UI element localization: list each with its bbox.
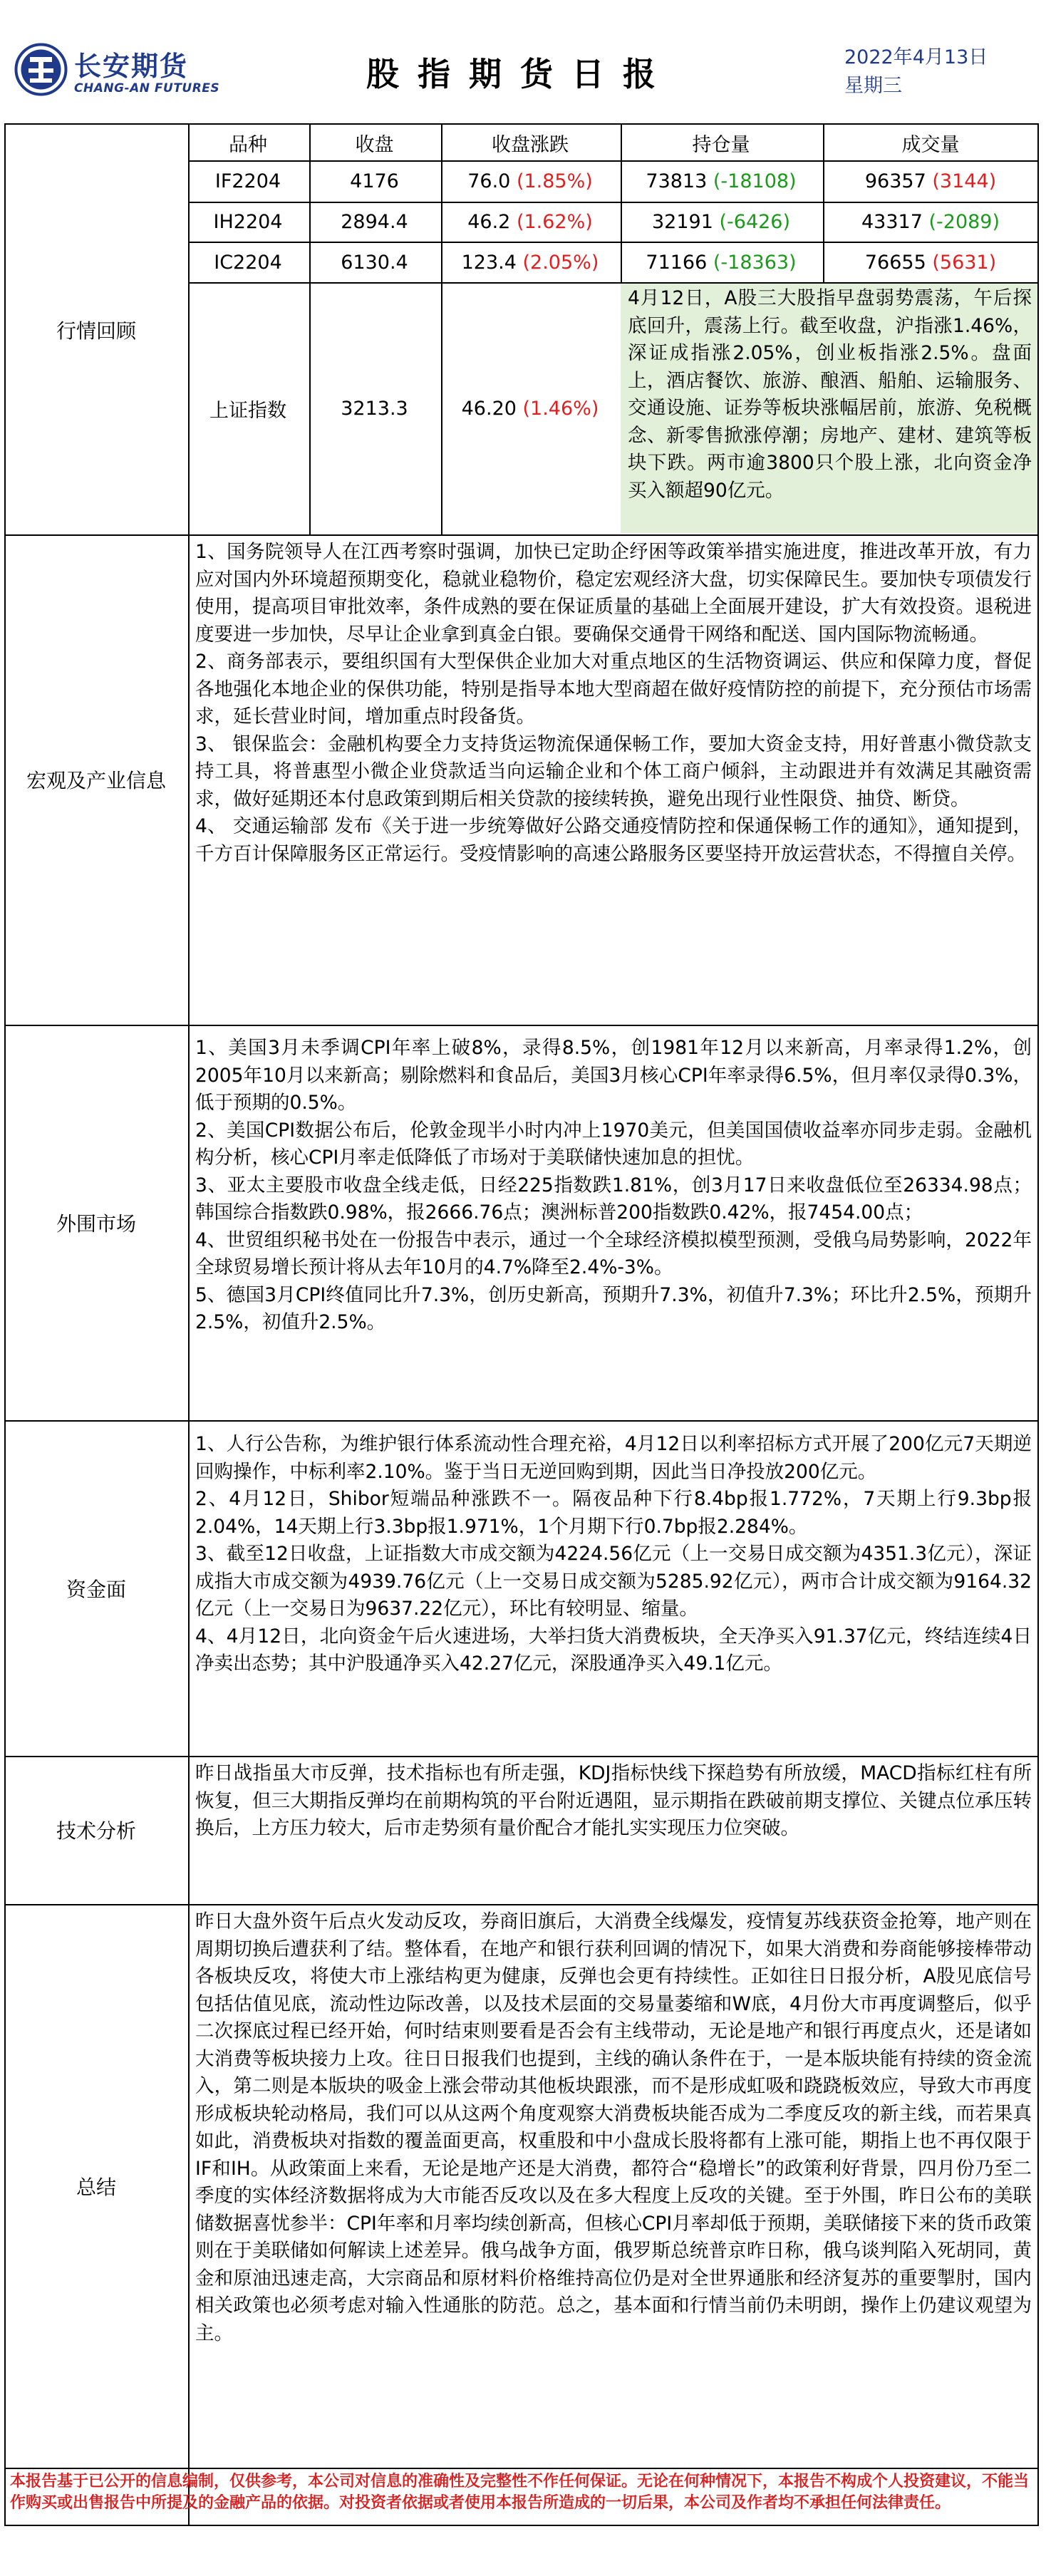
oi-value: 73813 xyxy=(646,170,708,192)
section-label-summary: 总结 xyxy=(76,2175,116,2199)
oi-value: 71166 xyxy=(646,251,708,274)
oi-change: (-18108) xyxy=(713,170,797,192)
table-header-variety: 品种 xyxy=(229,133,267,156)
change-value: 46.20 xyxy=(461,398,517,420)
table-row-close: 2894.4 xyxy=(341,211,408,233)
report-header xyxy=(0,0,1046,125)
external-item: 4、世贸组织秘书处在一份报告中表示，通过一个全球经济模拟模型预测，受俄乌局势影响，2022年全球贸易增长预计将从去年10月的4.7%降至2.4%-3%。 xyxy=(195,1228,1032,1278)
section-label-funds: 资金面 xyxy=(66,1577,126,1601)
volume-value: 76655 xyxy=(864,251,926,274)
table-header-volume: 成交量 xyxy=(901,133,960,156)
table-row-oi xyxy=(621,202,822,242)
table-header-open-interest: 持仓量 xyxy=(692,133,750,156)
change-value: 76.0 xyxy=(467,170,511,192)
external-item: 2、美国CPI数据公布后，伦敦金现半小时内冲上1970美元，但美国国债收益率亦同步走弱。金融机构分析，核心CPI月率走低降低了市场对于美联储快速加息的担忧。 xyxy=(195,1119,1032,1169)
oi-change: (-6426) xyxy=(719,211,791,233)
macro-section-text xyxy=(188,536,1037,1023)
volume-change: (-2089) xyxy=(928,211,1000,233)
macro-item: 2、商务部表示，要组织国有大型保供企业加大对重点地区的生活物资调运、供应和保障力度，督促各地强化本地企业的保供功能，特别是指导本地大型商超在做好疫情防控的前提下，充分预估市场需求，延长营业时间，增加重点时段备货。 xyxy=(195,651,1032,728)
macro-item: 1、国务院领导人在江西考察时强调，加快已定助企纾困等政策举措实施进度，推进改革开放，有力应对国内外环境超预期变化，稳就业稳物价，稳定宏观经济大盘，切实保障民生。要加快专项债发行使用，提高项目审批效率，条件成熟的要在保证质量的基础上全面展开建设，扩大有效投资。退税进度要进一步加快，尽早让企业拿到真金白银。要确保交通骨干网络和配送、国内国际物流畅通。 xyxy=(195,541,1032,646)
change-pct: (1.85%) xyxy=(516,170,593,192)
volume-value: 96357 xyxy=(864,170,926,192)
report-weekday: 星期三 xyxy=(844,75,902,97)
disclaimer: 本报告基于已公开的信息编制，仅供参考，本公司对信息的准确性及完整性不作任何保证。无论在何种情况下，本报告不构成个人投资建议，不能当作购买或出售报告中所提及的金融产品的依据。对投资者依据或者使用本报告所造成的一切后果，本公司及作者均不承担任何法律责任。 xyxy=(10,2472,1030,2512)
table-header-change: 收盘涨跌 xyxy=(492,133,569,156)
table-row-oi xyxy=(621,242,822,282)
index-name: 上证指数 xyxy=(209,400,286,422)
external-item: 5、德国3月CPI终值同比升7.3%，创历史新高，预期升7.3%，初值升7.3%；环比升2.5%，预期升2.5%，初值升2.5%。 xyxy=(195,1283,1032,1333)
index-close: 3213.3 xyxy=(341,398,408,420)
technical-text: 昨日战指虽大市反弹，技术指标也有所走强，KDJ指标快线下探趋势有所放缓，MACD指标红柱有所恢复，但三大期指反弹均在前期构筑的平台附近遇阻，显示期指在跌破前期支撑位、关键点位承压转换后，上方压力较大，后市走势须有量价配合才能扎实实现压力位突破。 xyxy=(195,1762,1032,1839)
volume-change: (3144) xyxy=(932,170,997,192)
report-date: 2022年4月13日 xyxy=(844,46,988,68)
brand-name-en: CHANG-AN FUTURES xyxy=(74,81,220,95)
technical-section-text xyxy=(188,1757,1037,1903)
oi-change: (-18363) xyxy=(713,251,797,274)
section-label-external: 外围市场 xyxy=(56,1211,136,1236)
external-section-text xyxy=(188,1032,1037,1417)
funds-item: 1、人行公告称，为维护银行体系流动性合理充裕，4月12日以利率招标方式开展了200亿元7天期逆回购操作，中标利率2.10%。鉴于当日无逆回购到期，因此当日净投放200亿元。 xyxy=(195,1433,1032,1483)
change-pct: (2.05%) xyxy=(522,251,599,274)
brand-name-cn: 长安期货 xyxy=(74,51,189,82)
change-value: 46.2 xyxy=(467,211,511,233)
section-label-technical: 技术分析 xyxy=(56,1819,136,1843)
report-title: 股指期货日报 xyxy=(366,55,674,93)
funds-item: 3、截至12日收盘，上证指数大市成交额为4224.56亿元（上一交易日成交额为4351.3亿元），深证成指大市成交额为4939.76亿元（上一交易日成交额为5285.92亿元），两市合计成交额为9164.32亿元（上一交易日为9637.22亿元），环比有较明显、缩量。 xyxy=(195,1543,1032,1620)
table-row-name: IF2204 xyxy=(214,170,281,192)
table-row-volume xyxy=(823,161,1038,202)
summary-section-text xyxy=(188,1905,1037,2466)
oi-value: 32191 xyxy=(651,211,713,233)
table-row-close: 4176 xyxy=(350,170,399,192)
funds-item: 4、4月12日，北向资金午后火速进场，大举扫货大消费板块，全天净买入91.37亿元，终结连续4日净卖出态势；其中沪股通净买入42.27亿元，深股通净买入49.1亿元。 xyxy=(195,1625,1032,1675)
funds-item: 2、4月12日，Shibor短端品种涨跌不一。隔夜品种下行8.4bp报1.772%，7天期上行9.3bp报2.04%，14天期上行3.3bp报1.971%，1个月期下行0.7bp报2.284%。 xyxy=(195,1488,1032,1538)
volume-change: (5631) xyxy=(932,251,997,274)
change-pct: (1.62%) xyxy=(516,211,593,233)
table-row-change xyxy=(441,202,619,242)
funds-section-text xyxy=(188,1428,1037,1752)
table-row-change xyxy=(441,242,619,282)
change-value: 123.4 xyxy=(461,251,517,274)
table-row-oi xyxy=(621,161,822,202)
market-commentary: 4月12日，A股三大股指早盘弱势震荡，午后探底回升，震荡上行。截至收盘，沪指涨1.46%，深证成指涨2.05%，创业板指涨2.5%。盘面上，酒店餐饮、旅游、酿酒、船舶、运输服务、交通设施、证券等板块涨幅居前，旅游、免税概念、新零售掀涨停潮；房地产、建材、建筑等板块下跌。两市逾3800只个股上涨，北向资金净买入额超90亿元。 xyxy=(621,284,1037,533)
macro-item: 3、 银保监会：金融机构要全力支持货运物流保通保畅工作，要加大资金支持，用好普惠小微贷款支持工具，将普惠型小微企业贷款适当向运输企业和个体工商户倾斜，主动跟进并有效满足其融资需求，做好延期还本付息政策到期后相关贷款的接续转换，避免出现行业性限贷、抽贷、断贷。 xyxy=(195,733,1032,810)
table-row-volume xyxy=(823,242,1038,282)
external-item: 3、亚太主要股市收盘全线走低，日经225指数跌1.81%，创3月17日来收盘低位至26334.98点；韩国综合指数跌0.98%，报2666.76点；澳洲标普200指数跌0.42%，报7454.00点； xyxy=(195,1174,1032,1224)
table-row-change xyxy=(441,161,619,202)
external-item: 1、美国3月未季调CPI年率上破8%，录得8.5%，创1981年12月以来新高，月率录得1.2%，创2005年10月以来新高；剔除燃料和食品后，美国3月核心CPI年率录得6.5%，但月率仅录得0.3%，低于预期的0.5%。 xyxy=(195,1037,1032,1114)
index-change xyxy=(441,283,619,534)
change-pct: (1.46%) xyxy=(522,398,599,420)
table-row-name: IC2204 xyxy=(214,251,282,274)
table-header-close: 收盘 xyxy=(355,133,394,156)
chang-an-logo-icon xyxy=(14,43,68,96)
section-label-macro: 宏观及产业信息 xyxy=(26,769,166,792)
table-row-close: 6130.4 xyxy=(341,251,408,274)
table-row-volume xyxy=(823,202,1038,242)
table-row-name: IH2204 xyxy=(213,211,283,233)
section-label-market: 行情回顾 xyxy=(56,319,136,343)
summary-text: 昨日大盘外资午后点火发动反攻，券商旧旗后，大消费全线爆发，疫情复苏线获资金抢筹，地产则在周期切换后遭获利了结。整体看，在地产和银行获利回调的情况下，如果大消费和券商能够接棒带动各板块反攻，将使大市上涨结构更为健康，反弹也会更有持续性。正如往日日报分析，A股见底信号包括估值见底，流动性边际改善，以及技术层面的交易量萎缩和W底，4月份大市再度调整后，似乎二次探底过程已经开始，何时结束则要看是否会有主线带动，无论是地产和银行再度点火，还是诸如大消费等板块接力上攻。往日日报我们也提到，主线的确认条件在于，一是本版块能有持续的资金流入，第二则是本版块的吸金上涨会带动其他板块跟涨，而不是形成虹吸和跷跷板效应，导致大市再度形成板块轮动格局，我们可以从这两个角度观察大消费板块能否成为二季度反攻的新主线，而若果真如此，消费板块对指数的覆盖面更高，权重股和中小盘成长股将都有上涨可能，期指上也不再仅限于IF和IH。从政策面上来看，无论是地产还是大消费，都符合“稳增长”的政策利好背景，四月份乃至二季度的实体经济数据将成为大市能否反攻以及在多大程度上反攻的关键。至于外围，昨日公布的美联储数据喜忧参半：CPI年率和月率均续创新高，但核心CPI月率却低于预期，美联储接下来的货币政策则在于美联储如何解读上述差异。俄乌战争方面，俄罗斯总统普京昨日称，俄乌谈判陷入死胡同，黄金和原油迅速走高，大宗商品和原材料价格维持高位仍是对全世界通胀和经济复苏的重要掣肘，国内相关政策也必须考虑对输入性通胀的防范。总之，基本面和行情当前仍未明朗，操作上仍建议观望为主。 xyxy=(195,1910,1032,2344)
volume-value: 43317 xyxy=(861,211,923,233)
macro-item: 4、 交通运输部 发布《关于进一步统筹做好公路交通疫情防控和保通保畅工作的通知》，通知提到，千方百计保障服务区正常运行。受疫情影响的高速公路服务区要坚持开放运营状态，不得擅自关停。 xyxy=(195,815,1032,865)
